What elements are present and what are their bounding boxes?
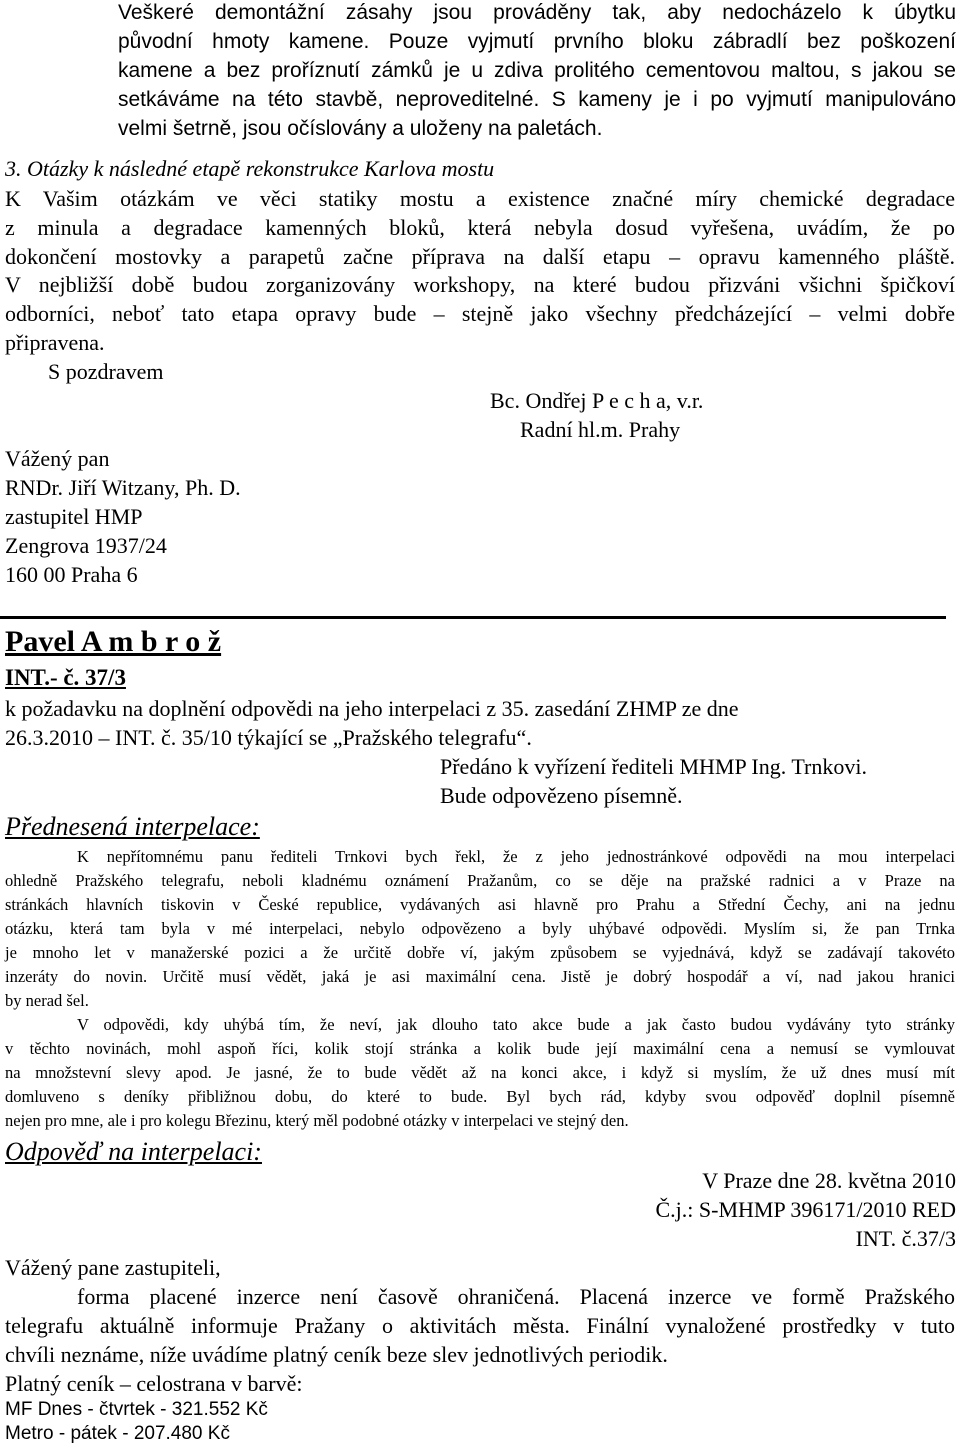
paragraph-line: domluveno s deníky přibližnou dobu, do které to bude. Byl bych rád, kdyby svou odpověď doplnil písemně <box>5 1087 955 1106</box>
handover-line: Bude odpovězeno písemně. <box>440 783 683 808</box>
answer-reference: Č.j.: S-MHMP 396171/2010 RED <box>655 1197 956 1222</box>
salutation: Vážený pane zastupiteli, <box>5 1255 221 1280</box>
section-heading: 3. Otázky k následné etapě rekonstrukce Karlova mostu <box>5 156 495 181</box>
paragraph-line: v těchto novinách, mohl aspoň říci, kolik stojí stránka a kolik bude její maximální cena a nemusí se vymlouvat <box>5 1039 955 1058</box>
paragraph-line: kamene a bez proříznutí zámků je u zdiva prolitého cementovou maltou, s jakou se <box>118 59 956 82</box>
signer-name: Bc. Ondřej P e c h a, v.r. <box>490 388 704 413</box>
address-line: zastupitel HMP <box>5 504 143 529</box>
handover-line: Předáno k vyřízení řediteli MHMP Ing. Trnkovi. <box>440 754 867 779</box>
paragraph-line: K nepřítomnému panu řediteli Trnkovi bych řekl, že z jeho jednostránkové odpovědi na mou interpelaci <box>77 847 955 866</box>
address-line: Zengrova 1937/24 <box>5 533 167 558</box>
paragraph-line: původní hmoty kamene. Pouze vyjmutí prvního bloku zábradlí bez poškození <box>118 30 956 53</box>
greeting: S pozdravem <box>48 359 164 384</box>
paragraph-line: z minula a degradace kamenných bloků, která nebyla dosud vyřešena, uvádím, že po <box>5 215 955 240</box>
subject-line: k požadavku na doplnění odpovědi na jeho interpelaci z 35. zasedání ZHMP ze dne <box>5 696 739 721</box>
author-name: Pavel A m b r o ž <box>5 625 222 658</box>
answer-heading: Odpověď na interpelaci: <box>5 1137 262 1166</box>
address-line: RNDr. Jiří Witzany, Ph. D. <box>5 475 241 500</box>
paragraph-line: velmi šetrně, jsou očíslovány a uloženy na paletách. <box>118 117 603 140</box>
presented-heading: Přednesená interpelace: <box>5 812 260 841</box>
paragraph-line: ohledně Pražského telegrafu, neboli kladnému oznámení Pražanům, co se děje na pražské radnici a v Praze na <box>5 871 955 890</box>
paragraph-line: stránkách hlavních tiskovin v České republice, vydávaných asi hlavně pro Prahu a Střední Čechy, ani na jednu <box>5 895 955 914</box>
paragraph-line: inzeráty do novin. Určitě musí vědět, jaká je asi maximální cena. Jistě je dobrý hospodář a ví, nad jakou hranici <box>5 967 955 986</box>
paragraph-line: V nejbližší době budou zorganizovány workshopy, na které budou přizváni všichni špičkoví <box>5 272 955 297</box>
paragraph-line: by nerad šel. <box>5 991 89 1010</box>
paragraph-line: otázku, která tam byla v mé interpelaci, nebylo odpovězeno a byly uhýbavé odpovědi. Myslím si, že pan Trnka <box>5 919 955 938</box>
address-line: Vážený pan <box>5 446 110 471</box>
pricelist-title: Platný ceník – celostrana v barvě: <box>5 1371 303 1396</box>
signer-role: Radní hl.m. Prahy <box>520 417 681 442</box>
paragraph-line: připravena. <box>5 330 105 355</box>
paragraph-line: V odpovědi, kdy uhýbá tím, že neví, jak dlouho tato akce bude a jak často budou vydávány tyto stránky <box>77 1015 955 1034</box>
paragraph-line: je mnoho let v manažerské pozici a že určitě dobře ví, jakým způsobem se vyjednává, když se zadávají takovéto <box>5 943 955 962</box>
paragraph-line: chvíli neznáme, níže uvádíme platný ceník beze slev jednotlivých periodik. <box>5 1342 668 1367</box>
price-item: Metro - pátek - 207.480 Kč <box>5 1423 230 1444</box>
paragraph-line: setkáváme na této stavbě, neproveditelné. S kameny je i po vyjmutí manipulováno <box>118 88 956 111</box>
paragraph-line: telegrafu aktuálně informuje Pražany o aktivitách města. Finální vynaložené prostředky v tuto <box>5 1313 955 1338</box>
paragraph-line: Veškeré demontážní zásahy jsou prováděny tak, aby nedocházelo k úbytku <box>118 1 956 24</box>
paragraph-line: na množstevní slevy apod. Je jasné, že to bude vědět až na konci akce, i když si myslím, že už dnes musí mít <box>5 1063 955 1082</box>
paragraph-line: odborníci, neboť tato etapa opravy bude – stejně jako všechny předcházející – velmi dobře <box>5 301 955 326</box>
answer-int-number: INT. č.37/3 <box>855 1226 956 1251</box>
interpellation-number: INT.- č. 37/3 <box>5 665 126 690</box>
paragraph-line: dokončení mostovky a parapetů začne příprava na další etapu – opravu kamenného pláště. <box>5 244 955 269</box>
divider <box>0 616 946 619</box>
paragraph-line: K Vašim otázkám ve věci statiky mostu a existence značné míry chemické degradace <box>5 186 955 211</box>
subject-line: 26.3.2010 – INT. č. 35/10 týkající se „Pražského telegrafu“. <box>5 725 532 750</box>
paragraph-line: nejen pro mne, ale i pro kolegu Březinu, který měl podobné otázky v interpelaci ve stejný den. <box>5 1111 629 1130</box>
answer-date: V Praze dne 28. května 2010 <box>702 1168 956 1193</box>
address-line: 160 00 Praha 6 <box>5 562 138 587</box>
paragraph-line: forma placené inzerce není časově ohraničená. Placená inzerce ve formě Pražského <box>77 1284 955 1309</box>
price-item: MF Dnes - čtvrtek - 321.552 Kč <box>5 1399 268 1420</box>
